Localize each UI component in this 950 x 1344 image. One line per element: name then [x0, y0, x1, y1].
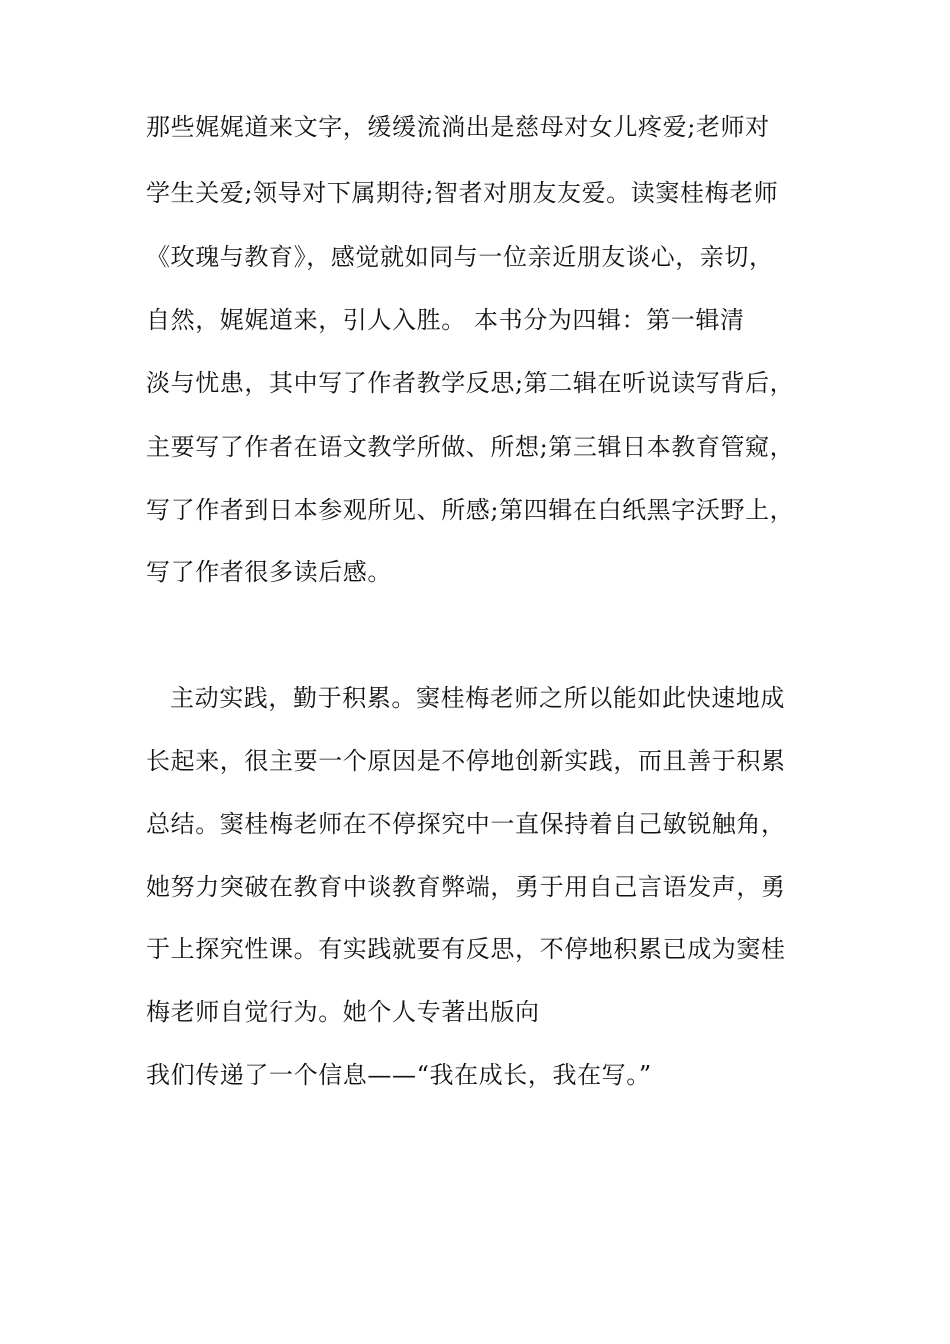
paragraph-1-line-5: 淡与忧患，其中写了作者教学反思;第二辑在听说读写背后，: [146, 369, 795, 397]
paragraph-2-line-6: 梅老师自觉行为。她个人专著出版向: [146, 998, 540, 1026]
paragraph-2-line-3: 总结。窦桂梅老师在不停探究中一直保持着自己敏锐触角，: [146, 810, 786, 838]
paragraph-1-line-7: 写了作者到日本参观所见、所感;第四辑在白纸黑字沃野上，: [146, 496, 795, 524]
paragraph-2-line-5: 于上探究性课。有实践就要有反思，不停地积累已成为窦桂: [146, 935, 786, 963]
paragraph-2-line-4: 她努力突破在教育中谈教育弊端，勇于用自己言语发声，勇: [146, 873, 786, 901]
paragraph-1-line-8: 写了作者很多读后感。: [146, 558, 392, 586]
paragraph-2-line-2: 长起来，很主要一个原因是不停地创新实践，而且善于积累: [146, 747, 786, 775]
paragraph-1-line-4: 自然，娓娓道来，引人入胜。 本书分为四辑：第一辑清: [146, 306, 745, 334]
paragraph-1-line-2: 学生关爱;领导对下属期待;智者对朋友友爱。读窦桂梅老师: [146, 179, 779, 207]
paragraph-2-line-7: 我们传递了一个信息——“我在成长，我在写。”: [146, 1061, 652, 1089]
paragraph-1-line-1: 那些娓娓道来文字，缓缓流淌出是慈母对女儿疼爱;老师对: [146, 113, 770, 141]
paragraph-1-line-3: 《玫瑰与教育》，感觉就如同与一位亲近朋友谈心，亲切，: [146, 243, 774, 271]
paragraph-1-line-6: 主要写了作者在语文教学所做、所想;第三辑日本教育管窥，: [146, 433, 795, 461]
paragraph-2-line-1: 主动实践，勤于积累。窦桂梅老师之所以能如此快速地成: [170, 684, 785, 712]
